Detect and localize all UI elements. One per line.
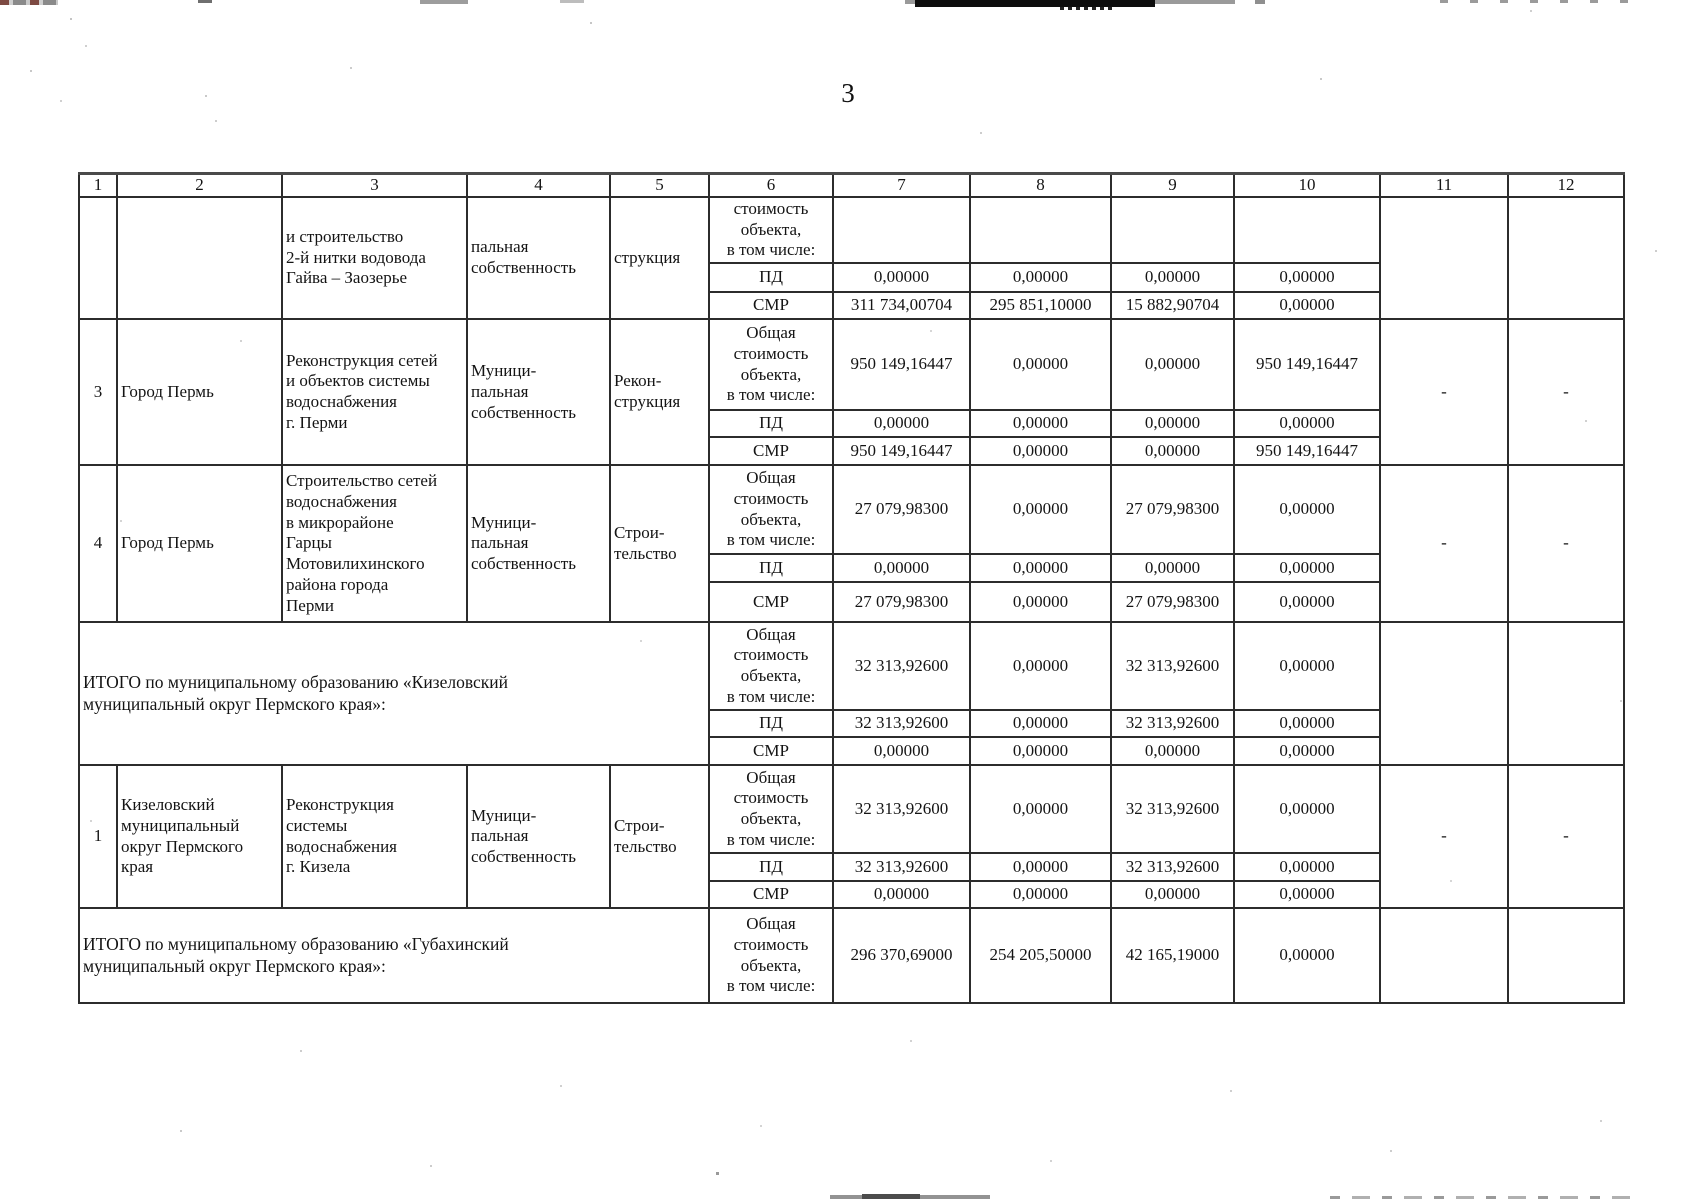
cell-value: 32 313,92600 — [833, 710, 970, 737]
cell-row-number: 3 — [79, 319, 117, 465]
cell-empty — [833, 197, 970, 263]
cell-value: 15 882,90704 — [1111, 292, 1234, 319]
cell-object-name: Строительство сетей водоснабжения в микрорайоне Гарцы Мотовилихинского района города Перми — [282, 465, 467, 622]
cell-cost-label: Общая стоимость объекта, в том числе: — [709, 765, 833, 853]
scan-mark-bottom-left-dot — [716, 1172, 719, 1175]
cell-value: 0,00000 — [1111, 410, 1234, 437]
cell-value: 0,00000 — [970, 465, 1111, 554]
cell-value: 0,00000 — [833, 881, 970, 908]
cell-dash: - — [1508, 765, 1624, 908]
cell-row-number: 4 — [79, 465, 117, 622]
table-row — [79, 465, 1624, 554]
col-header-1: 1 — [79, 174, 117, 198]
cell-dash: - — [1380, 765, 1508, 908]
cell-ownership: Муници- пальная собственность — [467, 465, 610, 622]
cell-value: 27 079,98300 — [1111, 465, 1234, 554]
cell-value: 0,00000 — [1234, 908, 1380, 1003]
scan-mark-top-left — [0, 0, 58, 5]
cell-value: 0,00000 — [1234, 765, 1380, 853]
cell-value: 0,00000 — [970, 710, 1111, 737]
cell-object-name: и строительство 2-й нитки водовода Гайва – Заозерье — [282, 197, 467, 319]
cell-value: 0,00000 — [1234, 710, 1380, 737]
cell-value: 0,00000 — [1111, 554, 1234, 582]
cell-value: 0,00000 — [970, 410, 1111, 437]
cell-empty — [1111, 197, 1234, 263]
cell-value: 0,00000 — [833, 263, 970, 292]
cell-value: 950 149,16447 — [833, 437, 970, 465]
cell-cost-label: стоимость объекта, в том числе: — [709, 197, 833, 263]
col-header-11: 11 — [1380, 174, 1508, 198]
cell-value: 32 313,92600 — [1111, 765, 1234, 853]
cell-ownership: Муници- пальная собственность — [467, 319, 610, 465]
cell-value: 311 734,00704 — [833, 292, 970, 319]
cell-value: 0,00000 — [1234, 881, 1380, 908]
cell-work-type: струкция — [610, 197, 709, 319]
cell-empty — [1508, 197, 1624, 319]
col-header-2: 2 — [117, 174, 282, 198]
scan-mark-top-1 — [198, 0, 212, 3]
cell-value: 295 851,10000 — [970, 292, 1111, 319]
cell-empty — [1508, 908, 1624, 1003]
table-header-row — [79, 174, 1624, 198]
scan-mark-bottom-dark — [862, 1194, 920, 1199]
cell-work-type: Строи- тельство — [610, 765, 709, 908]
cell-object-name: Реконструкция сетей и объектов системы водоснабжения г. Перми — [282, 319, 467, 465]
cell-value: 0,00000 — [1234, 554, 1380, 582]
cell-dash: - — [1380, 465, 1508, 622]
table-row — [79, 765, 1624, 853]
cell-value: 0,00000 — [1111, 881, 1234, 908]
cell-itogo-gubakha: ИТОГО по муниципальному образованию «Губахинский муниципальный округ Пермского края»: — [79, 908, 709, 1003]
cell-territory: Город Пермь — [117, 465, 282, 622]
cell-empty — [1508, 622, 1624, 765]
cell-value: 0,00000 — [833, 737, 970, 765]
cell-value: 0,00000 — [970, 765, 1111, 853]
cell-value: 27 079,98300 — [833, 582, 970, 622]
table-row — [79, 622, 1624, 710]
table-row — [79, 197, 1624, 263]
cell-value: 0,00000 — [970, 263, 1111, 292]
cell-value: 950 149,16447 — [833, 319, 970, 410]
cell-empty — [1234, 197, 1380, 263]
cell-value: 0,00000 — [1111, 737, 1234, 765]
cell-value: 0,00000 — [1111, 437, 1234, 465]
cell-value: 0,00000 — [970, 437, 1111, 465]
scan-mark-top-4 — [1255, 0, 1265, 4]
scan-mark-top-dots — [1060, 7, 1116, 10]
cell-value: 950 149,16447 — [1234, 319, 1380, 410]
cell-dash: - — [1508, 319, 1624, 465]
scan-mark-bottom-dashes — [1330, 1196, 1630, 1199]
cell-empty — [970, 197, 1111, 263]
cell-value: 0,00000 — [970, 853, 1111, 881]
cell-value: 0,00000 — [970, 622, 1111, 710]
cell-object-name: Реконструкция системы водоснабжения г. Кизела — [282, 765, 467, 908]
scan-mark-top-3 — [560, 0, 584, 3]
cell-smr-label: СМР — [709, 437, 833, 465]
cell-value: 950 149,16447 — [1234, 437, 1380, 465]
cell-value: 32 313,92600 — [1111, 853, 1234, 881]
col-header-8: 8 — [970, 174, 1111, 198]
cell-ownership: Муници- пальная собственность — [467, 765, 610, 908]
scan-mark-top-5 — [1440, 0, 1640, 3]
cell-territory: Кизеловский муниципальный округ Пермского края — [117, 765, 282, 908]
scan-mark-top-2 — [420, 0, 468, 4]
cell-value: 0,00000 — [1111, 319, 1234, 410]
cell-value: 296 370,69000 — [833, 908, 970, 1003]
cell-value: 0,00000 — [1234, 737, 1380, 765]
cell-value: 0,00000 — [833, 554, 970, 582]
cell-pd-label: ПД — [709, 263, 833, 292]
col-header-9: 9 — [1111, 174, 1234, 198]
cell-value: 0,00000 — [970, 582, 1111, 622]
cell-pd-label: ПД — [709, 710, 833, 737]
cell-empty — [117, 197, 282, 319]
cell-value: 0,00000 — [1234, 582, 1380, 622]
col-header-10: 10 — [1234, 174, 1380, 198]
cell-value: 0,00000 — [1111, 263, 1234, 292]
cell-work-type: Рекон- струкция — [610, 319, 709, 465]
cell-row-number: 1 — [79, 765, 117, 908]
projects-table — [78, 172, 1625, 1004]
cell-value: 0,00000 — [833, 410, 970, 437]
cell-cost-label: Общая стоимость объекта, в том числе: — [709, 622, 833, 710]
cell-value: 32 313,92600 — [833, 765, 970, 853]
cell-dash: - — [1380, 319, 1508, 465]
cell-value: 27 079,98300 — [1111, 582, 1234, 622]
cell-value: 42 165,19000 — [1111, 908, 1234, 1003]
table-row — [79, 319, 1624, 410]
cell-pd-label: ПД — [709, 554, 833, 582]
cell-territory: Город Пермь — [117, 319, 282, 465]
col-header-12: 12 — [1508, 174, 1624, 198]
cell-dash: - — [1508, 465, 1624, 622]
cell-value: 32 313,92600 — [833, 853, 970, 881]
cell-value: 0,00000 — [970, 554, 1111, 582]
cell-value: 0,00000 — [1234, 410, 1380, 437]
scan-mark-top-bar-black — [915, 0, 1155, 7]
cell-cost-label: Общая стоимость объекта, в том числе: — [709, 319, 833, 410]
cell-value: 32 313,92600 — [1111, 710, 1234, 737]
col-header-6: 6 — [709, 174, 833, 198]
cell-pd-label: ПД — [709, 410, 833, 437]
cell-value: 0,00000 — [1234, 292, 1380, 319]
cell-value: 0,00000 — [1234, 465, 1380, 554]
cell-ownership: пальная собственность — [467, 197, 610, 319]
col-header-3: 3 — [282, 174, 467, 198]
cell-work-type: Строи- тельство — [610, 465, 709, 622]
cell-smr-label: СМР — [709, 881, 833, 908]
cell-empty — [79, 197, 117, 319]
page-number: 3 — [841, 78, 855, 108]
cell-cost-label: Общая стоимость объекта, в том числе: — [709, 908, 833, 1003]
cell-smr-label: СМР — [709, 737, 833, 765]
cell-value: 0,00000 — [1234, 622, 1380, 710]
cell-value: 32 313,92600 — [833, 622, 970, 710]
table-row — [79, 908, 1624, 1003]
cell-value: 32 313,92600 — [1111, 622, 1234, 710]
col-header-5: 5 — [610, 174, 709, 198]
cell-smr-label: СМР — [709, 582, 833, 622]
col-header-4: 4 — [467, 174, 610, 198]
cell-empty — [1380, 908, 1508, 1003]
cell-pd-label: ПД — [709, 853, 833, 881]
cell-value: 0,00000 — [970, 737, 1111, 765]
cell-smr-label: СМР — [709, 292, 833, 319]
cell-cost-label: Общая стоимость объекта, в том числе: — [709, 465, 833, 554]
cell-value: 254 205,50000 — [970, 908, 1111, 1003]
cell-value: 27 079,98300 — [833, 465, 970, 554]
cell-value: 0,00000 — [1234, 263, 1380, 292]
col-header-7: 7 — [833, 174, 970, 198]
cell-value: 0,00000 — [1234, 853, 1380, 881]
cell-itogo-kizel: ИТОГО по муниципальному образованию «Кизеловский муниципальный округ Пермского края»: — [79, 622, 709, 765]
cell-empty — [1380, 622, 1508, 765]
cell-empty — [1380, 197, 1508, 319]
cell-value: 0,00000 — [970, 881, 1111, 908]
cell-value: 0,00000 — [970, 319, 1111, 410]
